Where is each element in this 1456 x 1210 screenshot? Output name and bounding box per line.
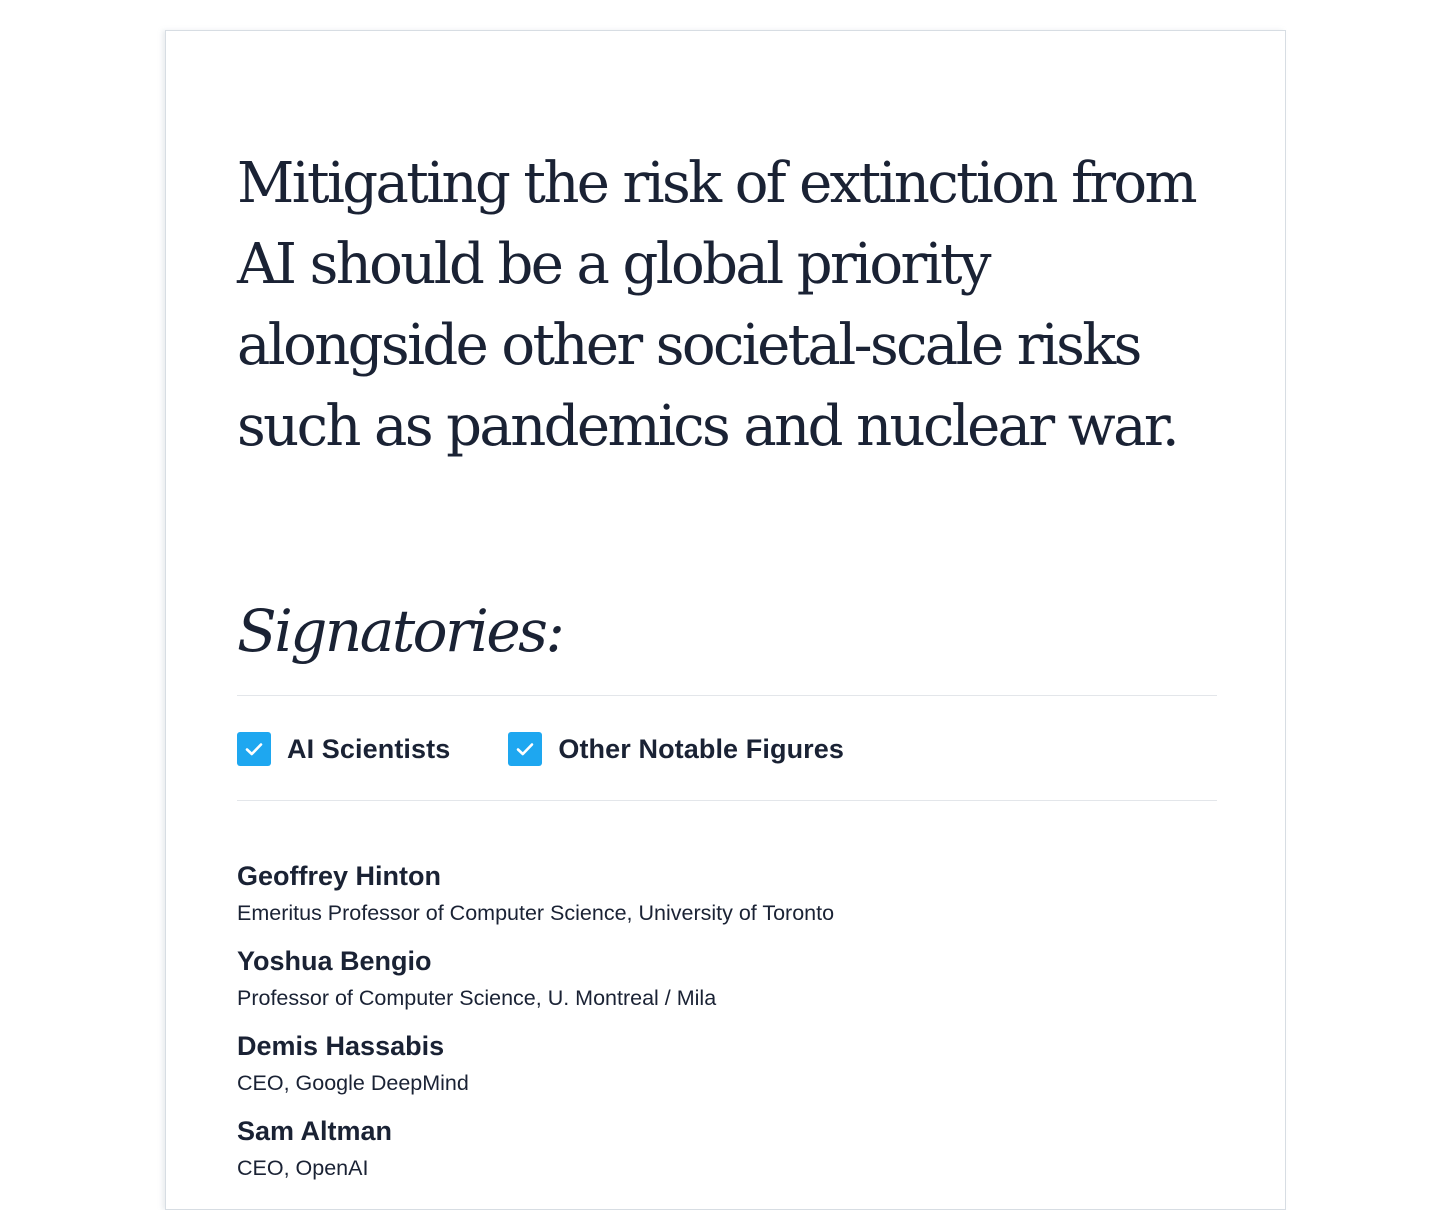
- signatories-heading: Signatories:: [237, 597, 563, 665]
- statement-line: Mitigating the risk of extinction from: [237, 151, 1196, 216]
- signatory-title: CEO, OpenAI: [237, 1156, 369, 1180]
- signatory-title: CEO, Google DeepMind: [237, 1071, 469, 1095]
- statement-text: [237, 143, 1217, 467]
- signatory-name: Demis Hassabis: [237, 1031, 445, 1061]
- statement-line: such as pandemics and nuclear war.: [237, 394, 1178, 459]
- signatory-title: Emeritus Professor of Computer Science, University of Toronto: [237, 901, 835, 925]
- ai-scientists-label: AI Scientists: [287, 733, 451, 764]
- signatory-name: Yoshua Bengio: [237, 946, 432, 976]
- statement-card: [165, 30, 1286, 1210]
- statement-line: alongside other societal-scale risks: [237, 313, 1140, 378]
- filter-ai-scientists[interactable]: [237, 732, 450, 766]
- list-item: [237, 1027, 1217, 1112]
- other-notable-figures-checkbox[interactable]: [508, 732, 542, 766]
- list-item: [237, 857, 1217, 942]
- signatory-title: Professor of Computer Science, U. Montreal / Mila: [237, 986, 717, 1010]
- signatory-filters: [237, 731, 902, 767]
- ai-scientists-checkbox[interactable]: [237, 732, 271, 766]
- signatory-name: Sam Altman: [237, 1116, 393, 1146]
- signatory-name: Geoffrey Hinton: [237, 861, 442, 891]
- filter-other-notable-figures[interactable]: [508, 732, 844, 766]
- list-item: [237, 942, 1217, 1027]
- check-icon: [515, 741, 535, 757]
- divider-bottom: [237, 800, 1217, 801]
- signatory-list: [237, 857, 1217, 1197]
- other-notable-figures-label: Other Notable Figures: [558, 733, 844, 764]
- list-item: [237, 1112, 1217, 1197]
- statement-line: AI should be a global priority: [237, 232, 989, 297]
- divider-top: [237, 695, 1217, 696]
- check-icon: [244, 741, 264, 757]
